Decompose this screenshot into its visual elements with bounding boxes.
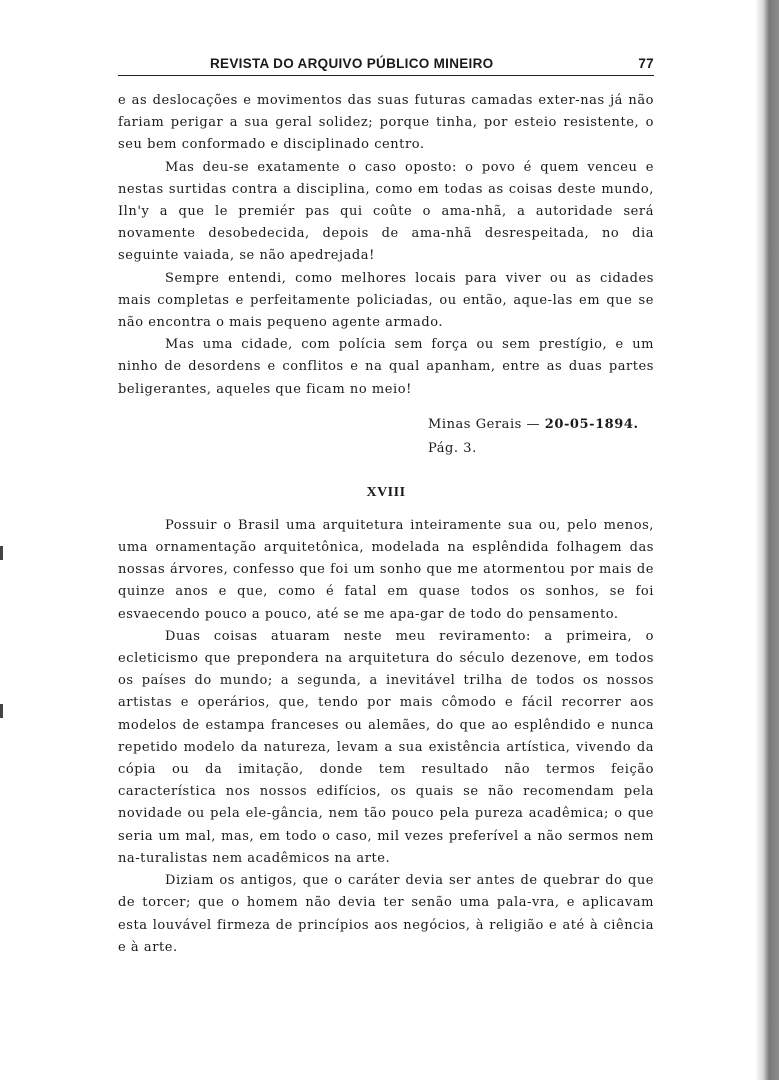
paragraph: Diziam os antigos, que o caráter devia ser antes de quebrar do que de torcer; que o homem não devia ter senão uma pala-vra, e aplicavam esta louvável firmeza de princípios aos negócios, à religião e até à ciência e à arte. — [118, 873, 654, 955]
journal-title: REVISTA DO ARQUIVO PÚBLICO MINEIRO — [210, 56, 494, 71]
body-text-top — [118, 90, 654, 401]
paragraph: Mas deu-se exatamente o caso oposto: o povo é quem venceu e nestas surtidas contra a disciplina, como em todas as coisas deste mundo, Iln'y a que le premiér pas qui coûte o ama-nhã, a autoridade será novamente desobedecida, depois de ama-nhã desrespeitada, no dia seguinte vaiada, se não apedrejada! — [118, 159, 654, 264]
document-page — [118, 56, 654, 959]
scan-margin-mark — [0, 704, 3, 718]
place-date-line — [428, 413, 654, 437]
running-header — [118, 56, 654, 76]
date: 20-05-1894. — [544, 416, 639, 432]
paragraph: e as deslocações e movimentos das suas futuras camadas exter-nas já não fariam perigar a sua geral solidez; porque tinha, por esteio resistente, o seu bem conformado e disciplinado centro. — [118, 93, 654, 153]
page-number: 77 — [638, 56, 654, 71]
paragraph: Duas coisas atuaram neste meu reviramento: a primeira, o ecleticismo que prepondera na arquitetura do século dezenove, em todos os países do mundo; a segunda, a inevitável trilha de todos os nossos artistas e operários, que, tendo por mais cômodo e fácil recorrer aos modelos de estampa franceses ou alemães, do que ao esplêndido e nunca repetido modelo da natureza, levam a sua existência artística, vivendo da cópia ou da imitação, donde tem resultado não termos feição característica nos nossos edifícios, os quais se não recomendam pela novidade ou pela ele-gância, nem tão pouco pela pureza acadêmica; o que seria um mal, mas, em todo o caso, mil vezes preferível a não sermos nem na-turalistas nem acadêmicos na arte. — [118, 628, 654, 866]
paragraph: Possuir o Brasil uma arquitetura inteiramente sua ou, pelo menos, uma ornamentação arquitetônica, modelada na esplêndida folhagem das nossas árvores, confesso que foi um sonho que me atormentou por mais de quinze anos e que, como é fatal em quase todos os sonhos, se foi esvaecendo pouco a pouco, até se me apa-gar de todo do pensamento. — [118, 517, 654, 622]
signature-block — [428, 413, 654, 461]
scan-margin-mark — [0, 546, 3, 560]
place-label: Minas Gerais — — [428, 416, 545, 432]
page-reference: Pág. 3. — [428, 440, 477, 456]
paragraph: Mas uma cidade, com polícia sem força ou sem prestígio, e um ninho de desordens e conflitos e na qual apanham, entre as duas partes beligerantes, aqueles que ficam no meio! — [118, 337, 654, 397]
section-heading: XVIII — [366, 484, 406, 500]
page-edge-shadow — [755, 0, 779, 1080]
paragraph: Sempre entendi, como melhores locais para viver ou as cidades mais completas e perfeitamente policiadas, ou então, aque-las em que se não encontra o mais pequeno agente armado. — [118, 270, 654, 331]
body-text-bottom — [118, 515, 654, 959]
